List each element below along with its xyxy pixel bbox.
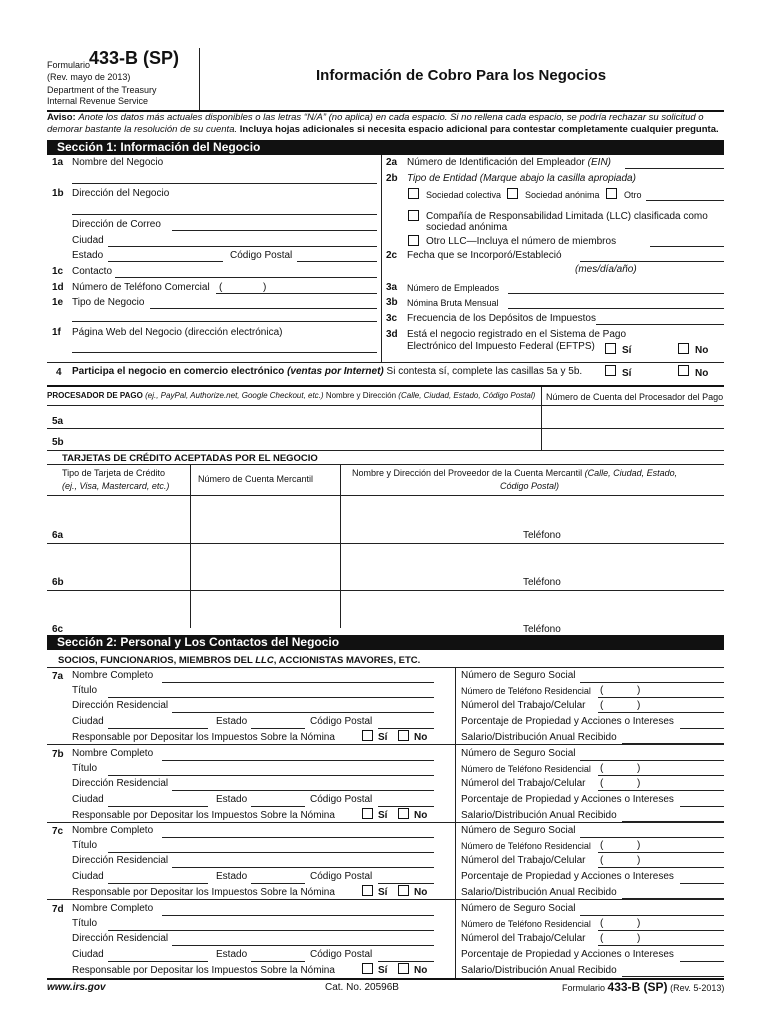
person-7b-ownership-field[interactable] (680, 806, 724, 807)
person-7a-work-phone-label: Númerol del Trabajo/Celular (461, 700, 586, 711)
incorporated-date-field[interactable] (580, 261, 724, 262)
aviso-text-1: Anote los datos más actuales disponibles o las letras “N/A” (no aplica) en cada espacio. Si no rellena cada espacio, se podría rechazar su solicitud o (78, 112, 704, 123)
person-7d-home-phone-field[interactable] (598, 930, 724, 931)
person-7b-state-field[interactable] (251, 806, 305, 807)
section2-subtitle-llc: LLC (255, 655, 274, 666)
person-7a-responsible-yes-checkbox[interactable] (362, 730, 373, 741)
person-7c-address-label: Dirección Residencial (72, 855, 169, 866)
person-7b-ssn-field[interactable] (580, 760, 724, 761)
website-field[interactable] (72, 352, 377, 353)
person-7c-ssn-field[interactable] (580, 837, 724, 838)
person-7d-title-field[interactable] (108, 930, 434, 931)
person-7b-responsible-no-label: No (414, 809, 428, 821)
label-incorporated: Fecha que se Incorporó/Estableció (407, 250, 562, 261)
person-7b-home-phone-label: Número de Teléfono Residencial (461, 763, 591, 774)
person-7d-work-phone-close: ) (637, 932, 641, 944)
person-7b-name-label: Nombre Completo (72, 747, 154, 759)
cards-col1 (190, 464, 191, 628)
label-employees: Número de Empleados (407, 283, 500, 293)
phone-paren-close: ) (263, 282, 267, 293)
person-7b-home-phone-close: ) (637, 762, 641, 774)
label-ecommerce (72, 366, 582, 377)
person-7d-city-label: Ciudad (72, 948, 104, 960)
contact-field[interactable] (115, 277, 377, 278)
page-title: Información de Cobro Para los Negocios (316, 67, 607, 84)
num-2b: 2b (386, 173, 398, 184)
person-7c-ownership-label: Porcentaje de Propiedad y Acciones o Intereses (461, 871, 674, 882)
person-7b-responsible-yes-checkbox[interactable] (362, 808, 373, 819)
processor-divider (541, 387, 542, 451)
checkbox-other-llc[interactable] (408, 235, 419, 246)
section2-subtitle-a: SOCIOS, FUNCIONARIOS, MIEMBROS DEL (58, 655, 253, 666)
person-7a-city-field[interactable] (108, 728, 208, 729)
person-7a-city-label: Ciudad (72, 716, 104, 727)
label-ecommerce-no: No (695, 368, 709, 379)
num-2c: 2c (386, 250, 398, 261)
person-7a-ssn-label: Número de Seguro Social (461, 670, 576, 681)
person-7a-work-phone-close: ) (637, 700, 641, 711)
checkbox-eftps-no[interactable] (678, 343, 689, 354)
person-7a-name-field[interactable] (162, 682, 434, 683)
person-7a-title-label: Título (72, 685, 98, 696)
num-1f: 1f (52, 327, 61, 338)
person-7a-ownership-field[interactable] (680, 728, 724, 729)
person-7b-zip-field[interactable] (378, 806, 434, 807)
business-phone-field[interactable] (216, 293, 377, 294)
ein-field[interactable] (625, 168, 724, 169)
section1-header: Sección 1: Información del Negocio (47, 140, 724, 155)
num-1b: 1b (52, 188, 64, 199)
person-7b-home-phone-open: ( (600, 762, 604, 774)
cards-title-rule (47, 464, 724, 465)
aviso-block (47, 112, 727, 136)
processor-label: PROCESADOR DE PAGO (47, 391, 143, 400)
person-7a-zip-field[interactable] (378, 728, 434, 729)
person-7c-responsible-label: Responsable por Depositar los Impuestos Sobre la Nómina (72, 887, 335, 898)
section2-header: Sección 2: Personal y Los Contactos del Negocio (47, 635, 724, 650)
person-7b-city-field[interactable] (108, 806, 208, 807)
label-city: Ciudad (72, 235, 104, 246)
num-6c: 6c (52, 624, 64, 635)
phone-paren-open: ( (219, 282, 223, 293)
person-7c-work-phone-label: Númerol del Trabajo/Celular (461, 855, 586, 866)
person-7d-address-field[interactable] (172, 945, 434, 946)
person-7d-address-label: Dirección Residencial (72, 932, 169, 944)
aviso-text-3: Incluya hojas adicionales si necesita espacio adicional para contestar completamente cualquier pregunta. (239, 124, 719, 135)
person-7b-address-label: Dirección Residencial (72, 777, 169, 789)
provider-label-1 (352, 468, 677, 478)
person-7c-home-phone-label: Número de Teléfono Residencial (461, 841, 591, 851)
person-7d-responsible-no-label: No (414, 964, 428, 976)
checkbox-llc-corp[interactable] (408, 210, 419, 221)
footer-form (562, 980, 724, 994)
person-7c-responsible-yes-checkbox[interactable] (362, 885, 373, 896)
person-7b-home-phone-field[interactable] (598, 775, 724, 776)
person-7d-responsible-yes-label: Sí (378, 964, 388, 976)
checkbox-corporation[interactable] (507, 188, 518, 199)
person-7a-ssn-field[interactable] (580, 682, 724, 683)
num-3d: 3d (386, 329, 398, 340)
business-name-field[interactable] (72, 183, 377, 184)
label-business-type: Tipo de Negocio (72, 297, 145, 308)
person-7d-name-field[interactable] (162, 915, 434, 916)
person-7a-address-label: Dirección Residencial (72, 700, 169, 711)
label-state: Estado (72, 250, 104, 261)
mailing-address-field[interactable] (172, 230, 377, 231)
person-7d-title-label: Título (72, 917, 98, 929)
person-7a-title-field[interactable] (108, 697, 434, 698)
person-7b-responsible-label: Responsable por Depositar los Impuestos Sobre la Nómina (72, 809, 335, 821)
row-6b-rule[interactable] (47, 590, 724, 591)
cards-col2 (340, 464, 341, 628)
num-1c: 1c (52, 266, 64, 277)
other-entity-field[interactable] (646, 200, 724, 201)
person-7d-responsible-yes-checkbox[interactable] (362, 963, 373, 974)
merchant-account-label: Número de Cuenta Mercantil (198, 474, 314, 484)
section2-subtitle (58, 655, 420, 666)
phone-6a-label: Teléfono (523, 530, 561, 541)
label-website: Página Web del Negocio (dirección electrónica) (72, 327, 283, 338)
person-7a-number: 7a (52, 671, 64, 682)
person-7c-work-phone-field[interactable] (598, 867, 724, 868)
person-7a-work-phone-open: ( (600, 700, 604, 711)
person-7d-ownership-field[interactable] (680, 961, 724, 962)
person-7c-title-label: Título (72, 840, 98, 851)
footer-cat: Cat. No. 20596B (325, 982, 399, 993)
label-ecommerce-note: Si contesta sí, complete las casillas 5a y 5b. (386, 366, 583, 377)
person-7d-responsible-no-checkbox[interactable] (398, 963, 409, 974)
provider-label-2: Código Postal) (500, 481, 560, 491)
person-7c-name-label: Nombre Completo (72, 825, 154, 836)
person-7d-ownership-label: Porcentaje de Propiedad y Acciones o Intereses (461, 948, 674, 960)
person-7c-home-phone-field[interactable] (598, 852, 724, 853)
processor-name-label: Nombre y Dirección (325, 391, 397, 400)
label-mailing-address: Dirección de Correo (72, 219, 161, 230)
person-7a-name-label: Nombre Completo (72, 670, 154, 681)
label-ein-text: Número de Identificación del Empleador (407, 157, 585, 168)
aviso-label: Aviso: (47, 112, 76, 123)
footer-web[interactable]: www.irs.gov (47, 982, 106, 993)
checkbox-eftps-yes[interactable] (605, 343, 616, 354)
person-7d-work-phone-field[interactable] (598, 945, 724, 946)
llc-members-field[interactable] (650, 246, 724, 247)
person-7b-ssn-label: Número de Seguro Social (461, 747, 576, 759)
checkbox-other[interactable] (606, 188, 617, 199)
person-7d-home-phone-close: ) (637, 917, 641, 929)
label-payroll: Nómina Bruta Mensual (407, 298, 499, 308)
person-7d-number: 7d (52, 903, 64, 915)
person-7a-address-field[interactable] (172, 712, 434, 713)
label-business-address: Dirección del Negocio (72, 188, 170, 199)
credit-cards-title: TARJETAS DE CRÉDITO ACEPTADAS POR EL NEGOCIO (62, 453, 318, 464)
person-7c-home-phone-open: ( (600, 840, 604, 851)
person-7b-title-label: Título (72, 762, 98, 774)
person-7b-row-divider (47, 822, 724, 823)
person-7d-zip-field[interactable] (378, 961, 434, 962)
processor-examples: (ej., PayPal, Authorize.net, Google Checkout, etc.) (145, 391, 324, 400)
row-5a-rule[interactable] (47, 428, 724, 429)
person-7a-home-phone-label: Número de Teléfono Residencial (461, 686, 591, 696)
person-7b-city-label: Ciudad (72, 793, 104, 805)
formulario-label: Formulario (47, 60, 91, 70)
form-number: 433-B (SP) (89, 48, 180, 68)
label-other-llc: Otro LLC—Incluya el número de miembros (426, 236, 617, 247)
label-ecommerce-yes: Sí (622, 368, 632, 379)
person-7d-home-phone-open: ( (600, 917, 604, 929)
person-7c-name-field[interactable] (162, 837, 434, 838)
label-date-format: (mes/día/año) (575, 264, 637, 275)
row-6a-rule[interactable] (47, 543, 724, 544)
checkbox-ecommerce-yes[interactable] (605, 365, 616, 376)
rev-date: (Rev. mayo de 2013) (47, 72, 131, 82)
person-7b-work-phone-close: ) (637, 777, 641, 789)
person-7c-address-field[interactable] (172, 867, 434, 868)
person-7c-responsible-no-checkbox[interactable] (398, 885, 409, 896)
footer-rev: (Rev. 5-2013) (670, 983, 725, 993)
person-7d-ssn-field[interactable] (580, 915, 724, 916)
person-7c-ssn-label: Número de Seguro Social (461, 825, 576, 836)
person-7d-state-field[interactable] (251, 961, 305, 962)
person-7c-number: 7c (52, 826, 64, 837)
person-7d-work-phone-label: Númerol del Trabajo/Celular (461, 932, 586, 944)
person-7c-work-phone-close: ) (637, 855, 641, 866)
person-7b-work-phone-field[interactable] (598, 790, 724, 791)
person-7c-zip-field[interactable] (378, 883, 434, 884)
phone-6c-label: Teléfono (523, 624, 561, 635)
num-6a: 6a (52, 530, 64, 541)
business-address-field[interactable] (72, 214, 377, 215)
person-7b-work-phone-label: Númerol del Trabajo/Celular (461, 777, 586, 789)
footer-formulario: Formulario (562, 983, 606, 993)
rule-before-4 (47, 362, 724, 363)
aviso-text-2: demorar bastante la resolución de su cuenta. (47, 124, 238, 135)
row-5b-rule[interactable] (47, 450, 724, 451)
num-6b: 6b (52, 577, 64, 588)
label-business-phone: Número de Teléfono Comercial (72, 282, 210, 293)
person-7c-responsible-no-label: No (414, 887, 428, 898)
label-deposit-freq: Frecuencia de los Depósitos de Impuestos (407, 313, 596, 324)
person-7d-home-phone-label: Número de Teléfono Residencial (461, 918, 591, 929)
person-7b-title-field[interactable] (108, 775, 434, 776)
num-4: 4 (56, 367, 62, 378)
label-eftps-2: Electrónico del Impuesto Federal (EFTPS) (407, 341, 595, 352)
phone-6b-label: Teléfono (523, 577, 561, 588)
form-id-block (47, 48, 199, 110)
section2-subtitle-b: , ACCIONISTAS MAVORES, ETC. (273, 655, 421, 666)
person-7c-home-phone-close: ) (637, 840, 641, 851)
person-7d-salary-field[interactable] (622, 976, 724, 977)
checkbox-partnership[interactable] (408, 188, 419, 199)
person-7a-home-phone-field[interactable] (598, 697, 724, 698)
department: Department of the Treasury (47, 85, 157, 95)
person-7b-state-label: Estado (216, 793, 248, 805)
person-7d-work-phone-open: ( (600, 932, 604, 944)
person-7c-ownership-field[interactable] (680, 883, 724, 884)
person-7b-ownership-label: Porcentaje de Propiedad y Acciones o Intereses (461, 793, 674, 805)
person-7b-number: 7b (52, 748, 64, 760)
card-type-label-2: (ej., Visa, Mastercard, etc.) (62, 481, 170, 491)
person-7c-city-field[interactable] (108, 883, 208, 884)
city-field[interactable] (108, 246, 377, 247)
person-7d-ssn-label: Número de Seguro Social (461, 902, 576, 914)
num-1e: 1e (52, 297, 64, 308)
person-7a-ownership-label: Porcentaje de Propiedad y Acciones o Intereses (461, 716, 674, 727)
num-3b: 3b (386, 297, 398, 308)
label-llc-1: Compañía de Responsabilidad Limitada (LLC) clasificada como (426, 211, 708, 222)
payroll-field[interactable] (508, 308, 724, 309)
num-1a: 1a (52, 157, 64, 168)
person-7b-address-field[interactable] (172, 790, 434, 791)
label-zip: Código Postal (230, 250, 293, 261)
person-7a-home-phone-close: ) (637, 685, 641, 696)
person-7a-responsible-no-label: No (414, 732, 428, 743)
label-llc-2: sociedad anónima (426, 222, 508, 233)
person-7a-state-field[interactable] (251, 728, 305, 729)
person-7c-zip-label: Código Postal (310, 871, 373, 882)
num-5b: 5b (52, 437, 64, 448)
person-7a-work-phone-field[interactable] (598, 712, 724, 713)
header-divider (199, 48, 200, 110)
person-7c-city-label: Ciudad (72, 871, 104, 882)
label-business-name: Nombre del Negocio (72, 157, 164, 168)
person-7a-home-phone-open: ( (600, 685, 604, 696)
processor-header (47, 391, 535, 400)
checkbox-ecommerce-no[interactable] (678, 365, 689, 376)
processor-top-rule (47, 385, 724, 387)
label-ecommerce-paren: (ventas por Internet) (287, 366, 384, 377)
label-eftps-yes: Sí (622, 345, 632, 356)
person-7d-city-field[interactable] (108, 961, 208, 962)
label-ecommerce-q: Participa el negocio en comercio electrónico (72, 366, 285, 377)
person-7d-name-label: Nombre Completo (72, 902, 154, 914)
person-7c-salary-label: Salario/Distribución Anual Recibido (461, 887, 617, 898)
num-3a: 3a (386, 282, 398, 293)
card-type-label-1: Tipo de Tarjeta de Crédito (62, 468, 166, 478)
num-2a: 2a (386, 157, 398, 168)
label-ein-abbr: (EIN) (587, 157, 612, 168)
state-field[interactable] (108, 261, 223, 262)
person-7c-state-field[interactable] (251, 883, 305, 884)
provider-label-1b: (Calle, Ciudad, Estado, (584, 468, 678, 478)
section2-subtitle-rule (47, 667, 724, 668)
person-7b-responsible-no-checkbox[interactable] (398, 808, 409, 819)
person-7a-row-divider (47, 744, 724, 745)
processor-name-ex: (Calle, Ciudad, Estado, Código Postal) (398, 391, 536, 400)
label-eftps-no: No (695, 345, 709, 356)
person-7a-responsible-yes-label: Sí (378, 732, 388, 743)
person-7c-title-field[interactable] (108, 852, 434, 853)
section2-divider (455, 667, 456, 978)
label-partnership: Sociedad colectiva (426, 190, 502, 200)
footer-form-number: 433-B (SP) (607, 980, 668, 994)
person-7c-row-divider (47, 899, 724, 900)
person-7a-salary-label: Salario/Distribución Anual Recibido (461, 732, 617, 743)
deposit-freq-field[interactable] (596, 324, 724, 325)
label-entity-type: Tipo de Entidad (Marque abajo la casilla apropiada) (407, 173, 636, 184)
cards-header-rule (47, 495, 724, 496)
person-7a-responsible-no-checkbox[interactable] (398, 730, 409, 741)
person-7a-responsible-label: Responsable por Depositar los Impuestos Sobre la Nómina (72, 732, 335, 743)
num-3c: 3c (386, 313, 398, 324)
employees-field[interactable] (508, 293, 724, 294)
business-type-field[interactable] (150, 308, 377, 309)
person-7a-state-label: Estado (216, 716, 248, 727)
num-1d: 1d (52, 282, 64, 293)
person-7b-responsible-yes-label: Sí (378, 809, 388, 821)
person-7b-zip-label: Código Postal (310, 793, 373, 805)
person-7d-zip-label: Código Postal (310, 948, 373, 960)
person-7a-zip-label: Código Postal (310, 716, 373, 727)
person-7c-state-label: Estado (216, 871, 248, 882)
label-corporation: Sociedad anónima (525, 190, 600, 200)
person-7d-state-label: Estado (216, 948, 248, 960)
provider-label-1a: Nombre y Dirección del Proveedor de la Cuenta Mercantil (352, 468, 583, 478)
label-contact: Contacto (72, 266, 113, 277)
person-7b-salary-label: Salario/Distribución Anual Recibido (461, 809, 617, 821)
person-7b-name-field[interactable] (162, 760, 434, 761)
person-7b-work-phone-open: ( (600, 777, 604, 789)
processor-account-label: Número de Cuenta del Procesador del Pago (546, 392, 724, 402)
person-7d-salary-label: Salario/Distribución Anual Recibido (461, 964, 617, 976)
label-ein (407, 157, 611, 168)
zip-field[interactable] (297, 261, 377, 262)
business-type-field-2[interactable] (72, 321, 377, 322)
processor-header-rule (47, 405, 724, 406)
person-7c-responsible-yes-label: Sí (378, 887, 388, 898)
section1-divider (381, 155, 382, 362)
label-eftps-1: Está el negocio registrado en el Sistema de Pago (407, 329, 627, 340)
person-7d-responsible-label: Responsable por Depositar los Impuestos Sobre la Nómina (72, 964, 335, 976)
irs-name: Internal Revenue Service (47, 96, 149, 106)
label-other: Otro (624, 190, 642, 200)
person-7c-work-phone-open: ( (600, 855, 604, 866)
num-5a: 5a (52, 416, 64, 427)
